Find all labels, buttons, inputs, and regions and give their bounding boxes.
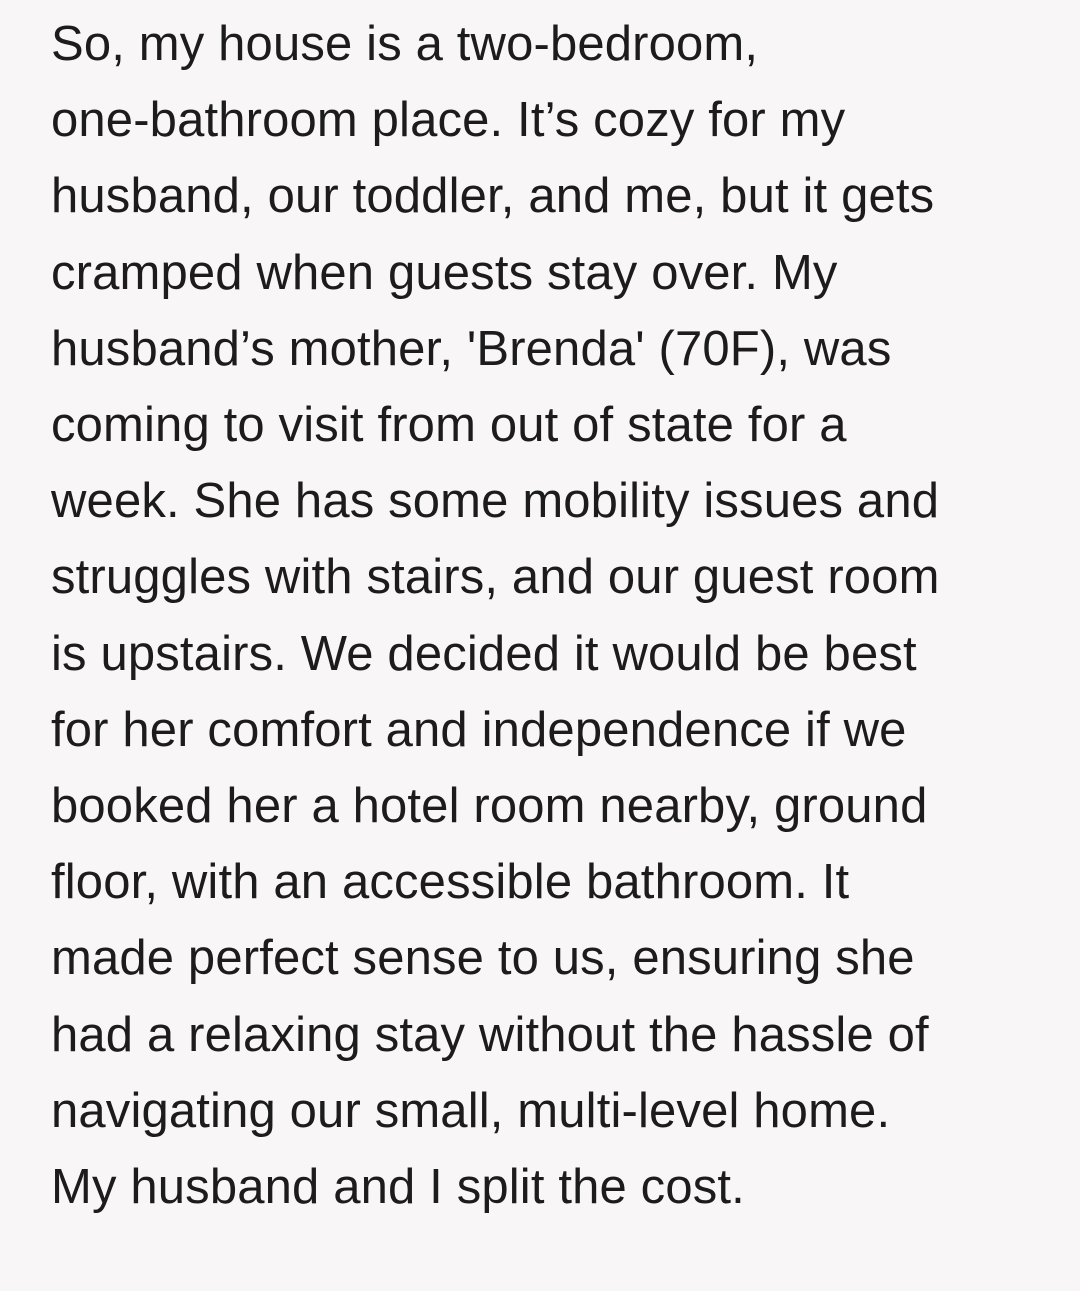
text-line: week. She has some mobility issues and bbox=[51, 474, 940, 529]
text-line: one-bathroom place. It’s cozy for my bbox=[51, 93, 846, 148]
text-line: is upstairs. We decided it would be best bbox=[51, 626, 917, 681]
text-line: husband’s mother, 'Brenda' (70F), was bbox=[51, 321, 892, 376]
text-line: husband, our toddler, and me, but it gets bbox=[51, 169, 935, 224]
post-body-text bbox=[51, 6, 1051, 1225]
text-line: had a relaxing stay without the hassle of bbox=[51, 1007, 929, 1062]
text-line: made perfect sense to us, ensuring she bbox=[51, 931, 915, 986]
text-line: struggles with stairs, and our guest room bbox=[51, 550, 940, 605]
text-line: booked her a hotel room nearby, ground bbox=[51, 779, 928, 834]
text-line: So, my house is a two-bedroom, bbox=[51, 17, 759, 71]
text-line: My husband and I split the cost. bbox=[51, 1160, 745, 1215]
text-line: floor, with an accessible bathroom. It bbox=[51, 855, 850, 910]
text-line: cramped when guests stay over. My bbox=[51, 245, 838, 300]
text-line: coming to visit from out of state for a bbox=[51, 398, 847, 453]
text-line: navigating our small, multi-level home. bbox=[51, 1083, 891, 1138]
text-line: for her comfort and independence if we bbox=[51, 702, 907, 757]
